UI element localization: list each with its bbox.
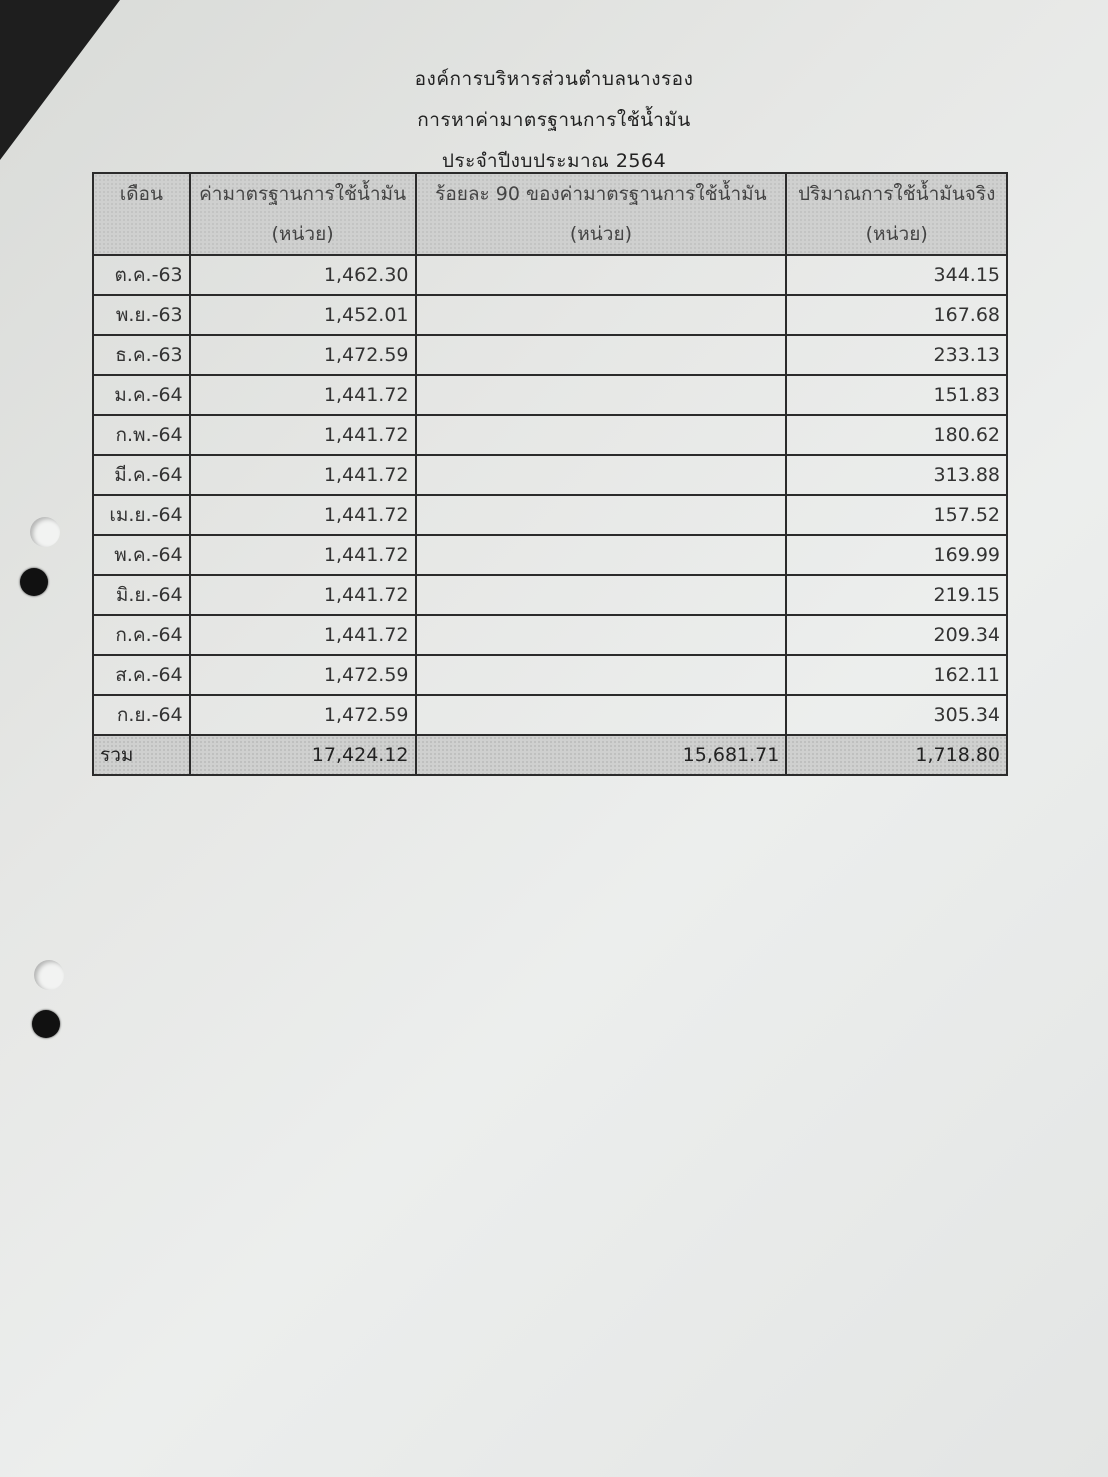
total-actual: 1,718.80 — [786, 735, 1007, 775]
table-row — [93, 455, 1007, 495]
cell-actual: 157.52 — [786, 495, 1007, 535]
cell-percent90 — [416, 335, 787, 375]
table-row — [93, 615, 1007, 655]
cell-percent90 — [416, 535, 787, 575]
cell-percent90 — [416, 255, 787, 295]
header-standard — [190, 173, 416, 255]
header-standard-label: ค่ามาตรฐานการใช้น้ำมัน — [199, 183, 407, 205]
punch-hole-empty — [30, 517, 60, 547]
cell-standard: 1,452.01 — [190, 295, 416, 335]
cell-actual: 180.62 — [786, 415, 1007, 455]
cell-percent90 — [416, 295, 787, 335]
cell-actual: 219.15 — [786, 575, 1007, 615]
cell-standard: 1,472.59 — [190, 695, 416, 735]
table-row — [93, 695, 1007, 735]
cell-standard: 1,441.72 — [190, 575, 416, 615]
document-title-line2: การหาค่ามาตรฐานการใช้น้ำมัน — [417, 109, 691, 131]
cell-percent90 — [416, 695, 787, 735]
cell-actual: 233.13 — [786, 335, 1007, 375]
cell-month: ก.พ.-64 — [93, 415, 190, 455]
header-percent90-label: ร้อยละ 90 ของค่ามาตรฐานการใช้น้ำมัน — [435, 183, 767, 205]
cell-standard: 1,472.59 — [190, 655, 416, 695]
cell-standard: 1,441.72 — [190, 415, 416, 455]
cell-month: พ.ย.-63 — [93, 295, 190, 335]
cell-actual: 344.15 — [786, 255, 1007, 295]
cell-actual: 162.11 — [786, 655, 1007, 695]
cell-actual: 313.88 — [786, 455, 1007, 495]
cell-actual: 305.34 — [786, 695, 1007, 735]
cell-percent90 — [416, 375, 787, 415]
header-month — [93, 173, 190, 255]
table-row — [93, 575, 1007, 615]
total-label: รวม — [93, 735, 190, 775]
table-row — [93, 335, 1007, 375]
cell-actual: 209.34 — [786, 615, 1007, 655]
header-percent90-unit: (หน่วย) — [569, 223, 632, 245]
table-total-row — [93, 735, 1007, 775]
cell-month: เม.ย.-64 — [93, 495, 190, 535]
header-actual-label: ปริมาณการใช้น้ำมันจริง — [797, 183, 996, 205]
header-month-label: เดือน — [119, 183, 163, 205]
table-row — [93, 375, 1007, 415]
cell-month: ต.ค.-63 — [93, 255, 190, 295]
cell-percent90 — [416, 655, 787, 695]
cell-month: ธ.ค.-63 — [93, 335, 190, 375]
header-percent90 — [416, 173, 787, 255]
cell-month: พ.ค.-64 — [93, 535, 190, 575]
cell-standard: 1,472.59 — [190, 335, 416, 375]
cell-month: ส.ค.-64 — [93, 655, 190, 695]
table-header-row — [93, 173, 1007, 255]
cell-actual: 169.99 — [786, 535, 1007, 575]
document-title-line3: ประจำปีงบประมาณ 2564 — [441, 150, 667, 172]
cell-month: ก.ย.-64 — [93, 695, 190, 735]
table-row — [93, 495, 1007, 535]
cell-percent90 — [416, 575, 787, 615]
cell-percent90 — [416, 615, 787, 655]
punch-hole-dark — [20, 568, 48, 596]
table-row — [93, 255, 1007, 295]
cell-month: มิ.ย.-64 — [93, 575, 190, 615]
cell-month: มี.ค.-64 — [93, 455, 190, 495]
punch-hole-empty — [34, 960, 64, 990]
fuel-standard-table — [92, 172, 1008, 776]
cell-standard: 1,441.72 — [190, 615, 416, 655]
table-row — [93, 535, 1007, 575]
total-standard: 17,424.12 — [190, 735, 416, 775]
header-actual — [786, 173, 1007, 255]
cell-month: ม.ค.-64 — [93, 375, 190, 415]
cell-month: ก.ค.-64 — [93, 615, 190, 655]
header-standard-unit: (หน่วย) — [271, 223, 334, 245]
punch-hole-dark — [32, 1010, 60, 1038]
header-actual-unit: (หน่วย) — [865, 223, 928, 245]
document-title-line1: องค์การบริหารส่วนตำบลนางรอง — [414, 68, 694, 90]
cell-actual: 167.68 — [786, 295, 1007, 335]
cell-percent90 — [416, 455, 787, 495]
cell-actual: 151.83 — [786, 375, 1007, 415]
cell-standard: 1,441.72 — [190, 495, 416, 535]
cell-percent90 — [416, 415, 787, 455]
cell-percent90 — [416, 495, 787, 535]
cell-standard: 1,462.30 — [190, 255, 416, 295]
table-row — [93, 415, 1007, 455]
table-row — [93, 295, 1007, 335]
table-row — [93, 655, 1007, 695]
cell-standard: 1,441.72 — [190, 455, 416, 495]
cell-standard: 1,441.72 — [190, 535, 416, 575]
total-percent90: 15,681.71 — [416, 735, 787, 775]
cell-standard: 1,441.72 — [190, 375, 416, 415]
